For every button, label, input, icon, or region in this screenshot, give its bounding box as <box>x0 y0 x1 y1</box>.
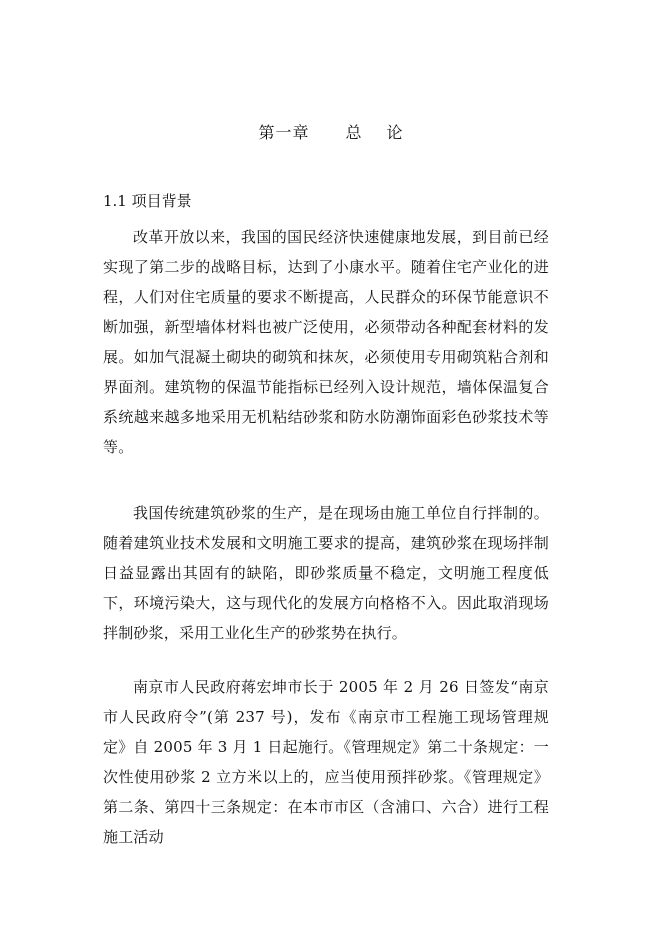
chapter-number: 第一章 <box>258 123 310 142</box>
section-heading: 1.1 项目背景 <box>103 192 192 210</box>
paragraph-nanjing-regulation: 南京市人民政府蒋宏坤市长于 2005 年 2 月 26 日签发“南京市人民政府令”(第 237 号)，发布《南京市工程施工现场管理规定》自 2005 年 3 月 1 日起施行。《管理规定》第二十条规定：一次性使用砂浆 2 立方米以上的，应当使用预拌砂浆。《管理规定》第二条、第四十三条规定：在本市市区（含浦口、六合）进行工程施工活动 <box>103 678 549 846</box>
chapter-title-part-2: 论 <box>386 123 404 142</box>
chapter-title-part-1: 总 <box>345 123 363 142</box>
chapter-title <box>0 120 662 143</box>
paragraph-background: 改革开放以来，我国的国民经济快速健康地发展，到目前已经实现了第二步的战略目标，达到了小康水平。随着住宅产业化的进程，人们对住宅质量的要求不断提高，人民群众的环保节能意识不断加强，新型墙体材料也被广泛使用，必须带动各种配套材料的发展。如加气混凝土砌块的砌筑和抹灰，必须使用专用砌筑粘合剂和界面剂。建筑物的保温节能指标已经列入设计规范，墙体保温复合系统越来越多地采用无机粘结砂浆和防水防潮饰面彩色砂浆技术等等。 <box>103 228 549 456</box>
paragraph-traditional-mortar: 我国传统建筑砂浆的生产，是在现场由施工单位自行拌制的。随着建筑业技术发展和文明施工要求的提高，建筑砂浆在现场拌制日益显露出其固有的缺陷，即砂浆质量不稳定，文明施工程度低下，环境污染大，这与现代化的发展方向格格不入。因此取消现场拌制砂浆，采用工业化生产的砂浆势在执行。 <box>103 504 549 642</box>
